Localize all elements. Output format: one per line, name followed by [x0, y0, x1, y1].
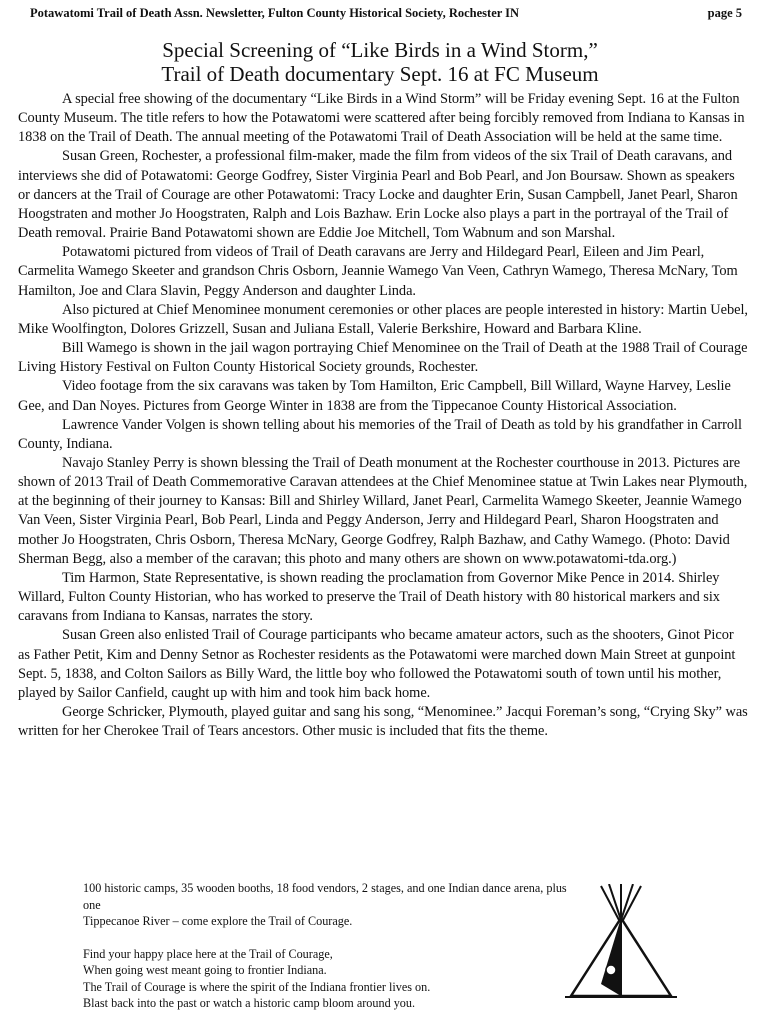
- article-paragraph: Tim Harmon, State Representative, is shown reading the proclamation from Governor Mike Pence in 2014. Shirley Willard, Fulton County Historian, who has worked to preserve the Trail of Death history with 80 historical markers and six caravans from Indiana to Kansas, narrates the story.: [18, 569, 720, 625]
- trail-of-courage-ad: [83, 880, 723, 1010]
- article-title: [0, 38, 760, 86]
- article-paragraph: Susan Green also enlisted Trail of Courage participants who became amateur actors, such as the shooters, Ginot Picor as Father Petit, Kim and Denny Setnor as Rochester residents as the Potawatomi were marched down Main Street at gunpoint Sept. 5, 1838, and Colton Sailors as Billy Ward, the little boy who followed the Potawatomi south of town until his mother, played by Sailor Canfield, caught up with him and took him back home.: [18, 627, 736, 701]
- article-paragraph: Video footage from the six caravans was taken by Tom Hamilton, Eric Campbell, Bill Willard, Wayne Harvey, Leslie Gee, and Dan Noyes. Pictures from George Winter in 1838 are from the Tippecanoe County Historical Association.: [18, 378, 731, 414]
- article-title-line-1: Special Screening of “Like Birds in a Wind Storm,”: [162, 38, 598, 62]
- article-paragraph: Bill Wamego is shown in the jail wagon portraying Chief Menominee on the Trail of Death at the 1988 Trail of Courage Living History Festival on Fulton County Historical Society grounds, Rochester.: [18, 340, 748, 376]
- ad-line: Tippecanoe River – come explore the Trail of Courage.: [83, 914, 353, 928]
- ad-text: [83, 880, 573, 1012]
- article-paragraph: Susan Green, Rochester, a professional film-maker, made the film from videos of the six Trail of Death caravans, and interviews she did of Potawatomi: George Godfrey, Sister Virginia Pearl and Bob Pearl, and Jon Boursaw. Shown as speakers or dancers at the Trail of Courage are other Potawatomi: Tracy Locke and daughter Erin, Susan Campbell, Janet Pearl, Sharon Hoogstraten and mother Jo Hoogstraten, Ralph and Lois Bazhaw. Erin Locke also plays a part in the portrayal of the Trail of Death removal. Prairie Band Potawatomi shown are Eddie Joe Mitchell, Tom Wabnum and son Marshal.: [18, 148, 738, 242]
- ad-line: Blast back into the past or watch a historic camp bloom around you.: [83, 996, 416, 1010]
- article-paragraph: Potawatomi pictured from videos of Trail of Death caravans are Jerry and Hildegard Pearl, Eileen and Jim Pearl, Carmelita Wamego Skeeter and grandson Chris Osborn, Jeannie Wamego Van Veen, Cathryn Wamego, Theresa McNary, Tom Hamilton, Joe and Clara Slavin, Peggy Anderson and daughter Linda.: [18, 244, 738, 299]
- article-paragraph: A special free showing of the documentary “Like Birds in a Wind Storm” will be Friday evening Sept. 16 at the Fulton County Museum. The title refers to how the Potawatomi were scattered after being forcibly removed from Indiana to Kansas in 1838 on the Trail of Death. The annual meeting of the Potawatomi Trail of Death Association will be held at the same time.: [18, 91, 745, 146]
- article-paragraph: Navajo Stanley Perry is shown blessing the Trail of Death monument at the Rochester courthouse in 2013. Pictures are shown of 2013 Trail of Death Commemorative Caravan attendees at the Chief Menominee statue at Twin Lakes near Plymouth, at the beginning of their journey to Kansas: Bill and Shirley Willard, Janet Pearl, Carmelita Wamego Skeeter, Jeannie Wamego Van Veen, Sister Virginia Pearl, Bob Pearl, Linda and Peggy Anderson, Jerry and Hildegard Pearl, Sharon Hoogstraten and mother Jo Hoogstraten, Chris Osborn, Theresa McNary, George Godfrey, Ralph Bazhaw, and Cathy Wamego. (Photo: David Sherman Begg, also a member of the caravan; this photo and many others are shown on www.potawatomi-tda.org.): [18, 454, 748, 567]
- page-header: [30, 6, 742, 24]
- article-paragraph: Lawrence Vander Volgen is shown telling about his memories of the Trail of Death as told by his grandfather in Carroll County, Indiana.: [18, 416, 742, 452]
- header-publication: Potawatomi Trail of Death Assn. Newsletter, Fulton County Historical Society, Rochester IN: [30, 6, 520, 20]
- ad-line: The Trail of Courage is where the spirit of the Indiana frontier lives on.: [83, 979, 431, 994]
- article-paragraph: Also pictured at Chief Menominee monument ceremonies or other places are people interested in history: Martin Uebel, Mike Woolfington, Dolores Grizzell, Susan and Juliana Estall, Valerie Berkshire, Howard and Barbara Kline.: [18, 301, 748, 337]
- tipi-icon: [561, 884, 681, 1004]
- article-title-line-2: Trail of Death documentary Sept. 16 at FC Museum: [161, 62, 599, 86]
- article-paragraph: George Schricker, Plymouth, played guitar and sang his song, “Menominee.” Jacqui Foreman’s song, “Crying Sky” was written for her Cherokee Trail of Tears ancestors. Other music is included that fits the theme.: [18, 704, 748, 740]
- ad-line: 100 historic camps, 35 wooden booths, 18 food vendors, 2 stages, and one Indian dance arena, plus one: [83, 881, 567, 912]
- article-body: [18, 90, 748, 741]
- ad-line: Find your happy place here at the Trail of Courage,: [83, 946, 333, 961]
- ad-line: When going west meant going to frontier Indiana.: [83, 963, 327, 977]
- page-number: page 5: [707, 6, 742, 20]
